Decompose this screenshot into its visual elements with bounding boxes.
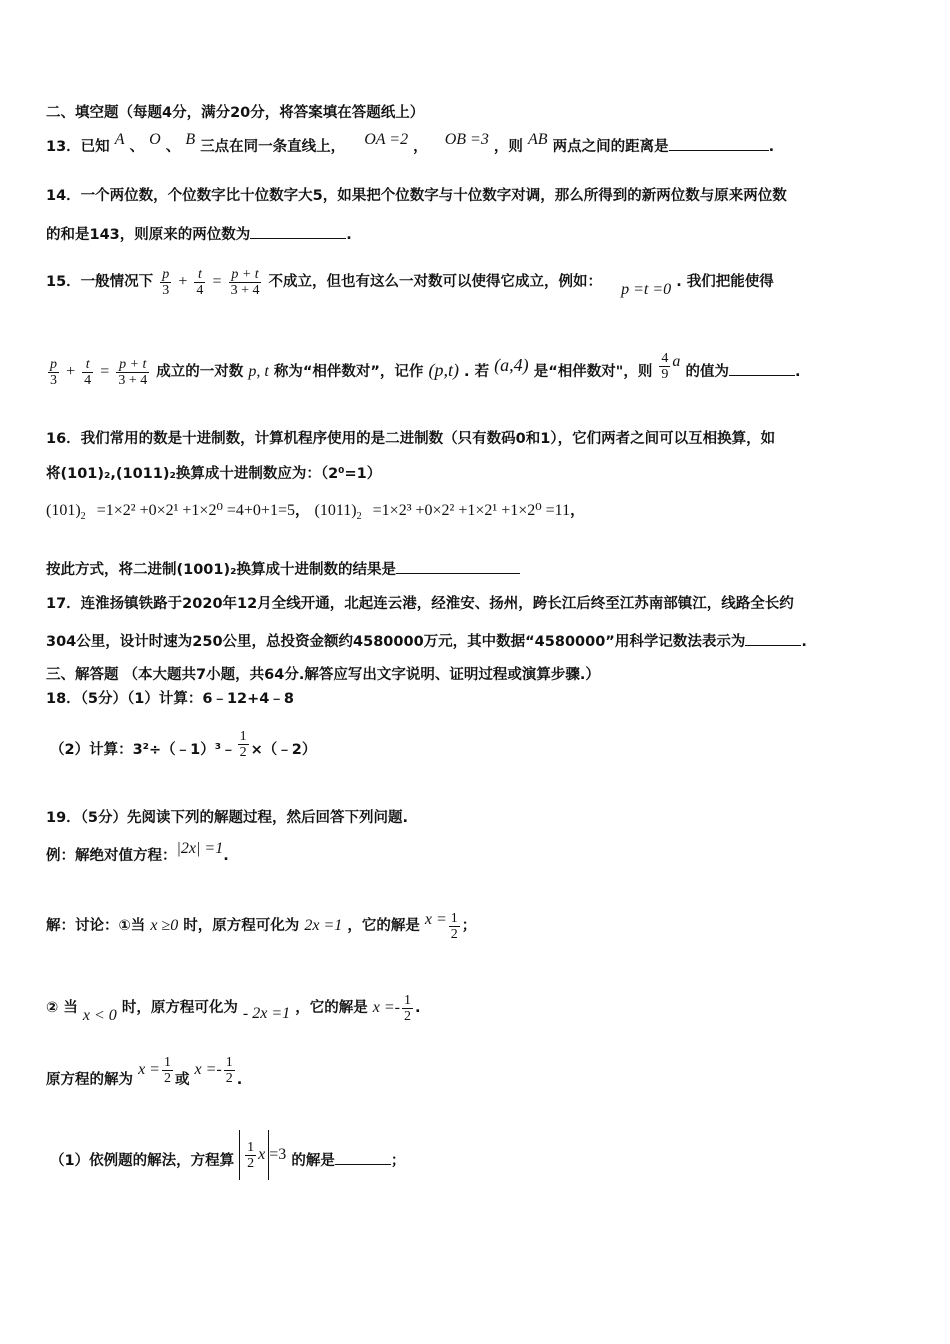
q17-text: 304公里，设计时速为250公里，总投资金额约4580000万元，其中数据“4580000”用科学记数法表示为: [46, 634, 746, 650]
q14-line1: 14．一个两位数，个位数字比十位数字大5，如果把个位数字与十位数字对调，那么所得到的新两位数与原来两位数: [46, 188, 787, 204]
q19-text: ，它的解是: [295, 1000, 368, 1016]
q17-line1: 17．连淮扬镇铁路于2020年12月全线开通，北起连云港，经淮安、扬州，跨长江后终至江苏南部镇江，线路全长约: [46, 596, 794, 612]
q19-text: ② 当: [46, 1000, 78, 1016]
point-o: O: [149, 131, 161, 148]
q14-line2: [46, 224, 352, 245]
q19-period: .: [236, 1072, 243, 1088]
binary-1011: (1011): [314, 502, 357, 519]
answer-blank[interactable]: [335, 1150, 391, 1165]
q18-text: （2）计算：3²÷（﹣1）³﹣: [50, 742, 236, 758]
x-equals-negative: x =-: [372, 999, 401, 1016]
answer-blank[interactable]: [396, 559, 520, 574]
q16-comma: ，: [570, 503, 585, 519]
q19-text: 例：解绝对值方程：: [46, 848, 177, 864]
conversion-1011: =1×2³ +0×2² +1×2¹ +1×2⁰ =11: [372, 502, 571, 519]
fraction-one-half: $\frac{1}{2}$: [225, 1054, 233, 1086]
pair-variables: p, t: [248, 363, 269, 380]
base-subscript: 2: [356, 510, 362, 522]
q19-text: 原方程的解为: [46, 1072, 133, 1088]
x-equals: x =: [424, 911, 447, 928]
q13-comma: ，: [413, 139, 428, 155]
fraction-sum: $\frac{p + t}{3 + 4}$: [230, 266, 260, 298]
plus-sign: +: [66, 363, 76, 380]
q15-text: 不成立，但也有这么一对数可以使得它成立，例如：: [268, 274, 603, 290]
q13-text: 两点之间的距离是: [552, 139, 669, 155]
q15-line2: [46, 350, 800, 390]
q17-end: .: [801, 634, 807, 650]
segment-ab: AB: [527, 131, 548, 148]
q13-sep: 、: [165, 139, 181, 155]
q15-text: . 我们把能使得: [676, 274, 774, 290]
oa-equation: OA =2: [364, 131, 409, 148]
q19-text: （1）依例题的解法，方程算: [50, 1153, 235, 1169]
fraction-t-over-4: $\frac{t}{4}$: [84, 356, 92, 388]
fraction-p-over-3: $\frac{p}{3}$: [162, 266, 170, 298]
q16-line2: 将(101)₂,(1011)₂换算成十进制数应为：（2⁰=1）: [46, 466, 382, 482]
conversion-101: =1×2² +0×2¹ +1×2⁰ =4+0+1=5: [96, 502, 295, 519]
q14-end: .: [346, 227, 352, 243]
binary-101: (101): [46, 502, 81, 519]
q15-text: 的值为: [685, 364, 729, 380]
point-b: B: [185, 131, 196, 148]
fraction-one-half: $\frac{1}{2}$: [163, 1054, 171, 1086]
equals-sign: =: [212, 273, 222, 290]
q15-number: 15．一般情况下: [46, 274, 154, 290]
q13-text: 三点在同一条直线上，: [200, 139, 346, 155]
pair-a-4: (a,4): [494, 355, 529, 375]
equation-rhs: =3: [269, 1146, 287, 1163]
q16-line3: [46, 559, 520, 580]
q18-part2: [50, 728, 316, 772]
example-equation: p =t =0: [621, 281, 672, 298]
q15-line1: [46, 262, 774, 302]
section2-heading: 二、填空题（每题4分，满分20分，将答案填在答题纸上）: [46, 105, 425, 121]
ob-equation: OB =3: [444, 131, 489, 148]
q19-end: .: [223, 848, 229, 864]
plus-sign: +: [178, 273, 188, 290]
equation-2x-1: 2x =1: [304, 917, 343, 934]
q16-line1: 16．我们常用的数是十进制数，计算机程序使用的是二进制数（只有数码0和1），它们两者之间可以互相换算，如: [46, 431, 776, 447]
q19-or: 或: [174, 1072, 190, 1088]
variable-x: x: [258, 1146, 266, 1163]
q16-examples: [46, 501, 585, 527]
q19-period: .: [415, 1000, 421, 1016]
q19-text: 时，原方程可化为: [121, 1000, 238, 1016]
q19-text: 解：讨论：①当: [46, 918, 146, 934]
answer-blank[interactable]: [250, 224, 346, 239]
variable-a: a: [672, 353, 681, 370]
q19-intro: 19．（5分）先阅读下列的解题过程，然后回答下列问题.: [46, 810, 409, 826]
question-13: [46, 131, 775, 157]
q19-end: ；: [390, 1153, 406, 1169]
condition-x-nonneg: x ≥0: [150, 917, 179, 934]
q16-text: 按此方式，将二进制(1001)₂换算成十进制数的结果是: [46, 562, 396, 578]
q14-text: 的和是143，则原来的两位数为: [46, 227, 251, 243]
q15-text: 成立的一对数: [156, 364, 244, 380]
q13-then: ，则: [493, 139, 523, 155]
answer-blank[interactable]: [729, 361, 795, 376]
q13-sep: 、: [129, 139, 145, 155]
base-subscript: 2: [80, 510, 86, 522]
fraction-one-half: $\frac{1}{2}$: [450, 910, 458, 942]
fraction-one-half: $\frac{1}{2}$: [404, 992, 412, 1024]
q18-text: ×（﹣2）: [250, 742, 317, 758]
absolute-value: [239, 1130, 269, 1180]
x-equals-negative: x =-: [194, 1061, 222, 1078]
q19-text: 时，原方程可化为: [183, 918, 300, 934]
q19-part1: [50, 1130, 405, 1180]
q19-semicolon: ；: [461, 918, 477, 934]
q16-comma: ，: [294, 503, 310, 519]
q17-line2: [46, 631, 807, 652]
equals-sign: =: [100, 363, 110, 380]
answer-blank[interactable]: [745, 631, 801, 646]
q19-example: [46, 840, 229, 866]
q15-end: .: [794, 364, 801, 380]
q15-text: 称为“相伴数对”，记作: [273, 364, 424, 380]
q19-case1: [46, 904, 476, 948]
q19-case2: [46, 986, 421, 1030]
answer-blank[interactable]: [669, 136, 769, 151]
q13-number: 13．已知: [46, 139, 110, 155]
point-a: A: [114, 131, 125, 148]
q15-text: 是“相伴数对"，则: [533, 364, 653, 380]
fraction-t-over-4: $\frac{t}{4}$: [196, 266, 204, 298]
q15-text: . 若: [464, 364, 490, 380]
fraction-one-half: $\frac{1}{2}$: [247, 1139, 255, 1171]
q19-answer: [46, 1048, 242, 1092]
q19-text: ，它的解是: [347, 918, 420, 934]
q19-text: 的解是: [291, 1153, 335, 1169]
q13-end: .: [768, 139, 775, 155]
x-equals: x =: [138, 1061, 160, 1078]
example-abs-equation: |2x| =1: [176, 840, 224, 857]
equation-neg-2x-1: - 2x =1: [242, 1005, 291, 1022]
fraction-one-half: $\frac{1}{2}$: [239, 728, 247, 760]
q18-part1: 18．（5分）（1）计算：6﹣12+4﹣8: [46, 691, 294, 707]
condition-x-negative: x < 0: [82, 1007, 117, 1024]
fraction-sum: $\frac{p + t}{3 + 4}$: [118, 356, 148, 388]
fraction-p-over-3: $\frac{p}{3}$: [50, 356, 57, 388]
pair-notation: (p,t): [428, 360, 459, 380]
fraction-4-over-9: $\frac{4}{9}$: [661, 350, 669, 382]
section3-heading: 三、解答题 （本大题共7小题，共64分.解答应写出文字说明、证明过程或演算步骤.）: [46, 667, 600, 683]
